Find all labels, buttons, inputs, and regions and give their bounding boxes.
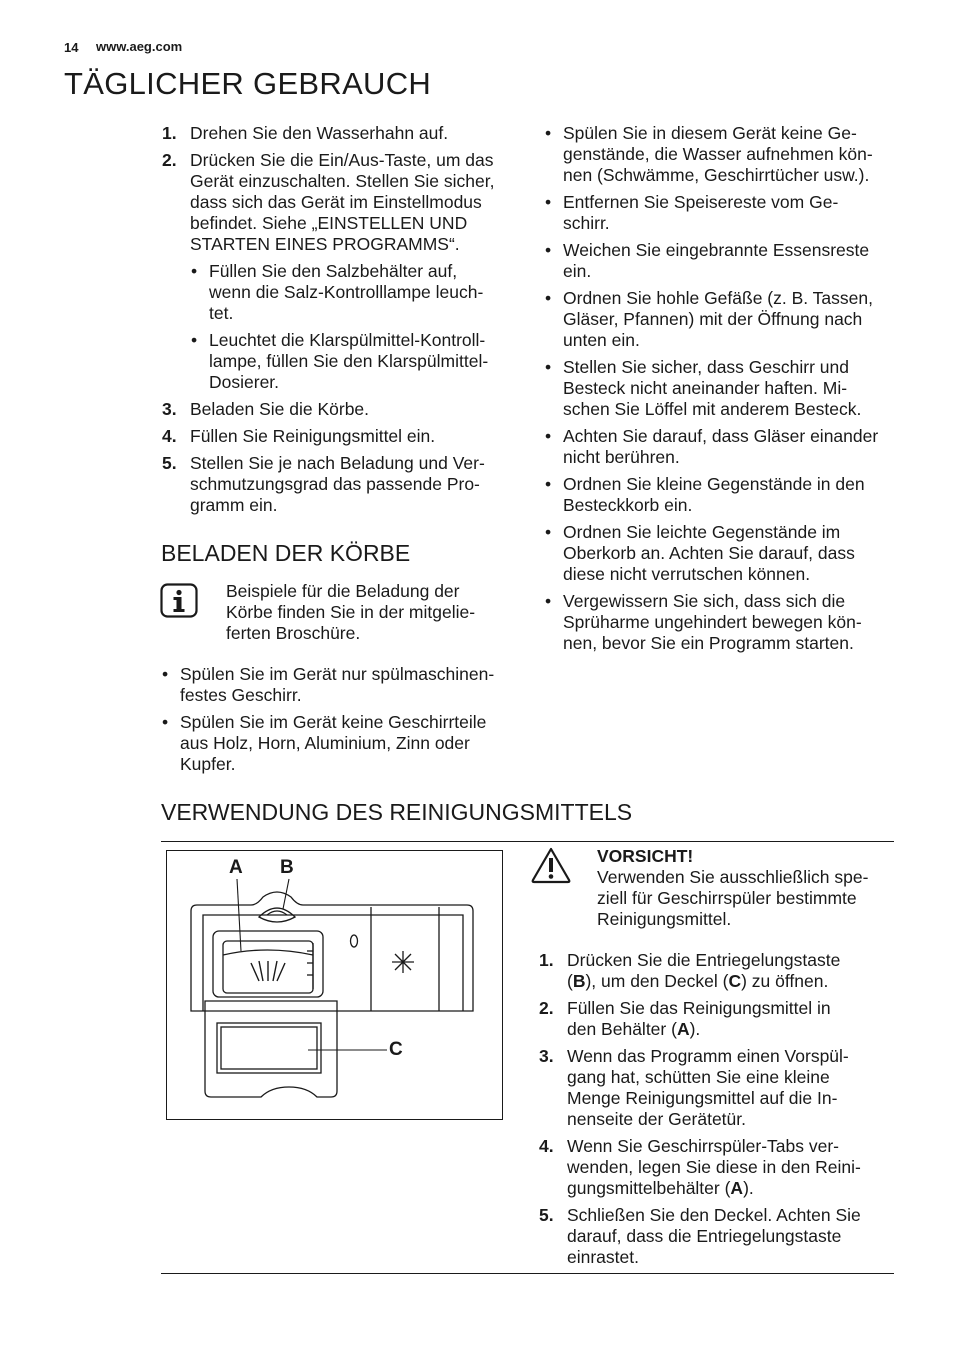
- section-divider-bottom: [161, 1273, 894, 1274]
- text-segment: A: [676, 1019, 690, 1039]
- text-line: Ordnen Sie leichte Gegenstände im: [563, 522, 841, 542]
- bullet-icon: •: [545, 192, 552, 212]
- bullet-icon: •: [545, 474, 552, 494]
- section-divider-top: [161, 841, 894, 842]
- bullet-icon: •: [545, 591, 552, 611]
- text-line: nen (Schwämme, Geschirrtücher usw.).: [563, 165, 870, 185]
- text-line: Weichen Sie eingebrannte Essensreste: [563, 240, 870, 260]
- bullet-icon: •: [545, 426, 552, 446]
- step-item: [162, 426, 520, 447]
- bullet-icon: •: [162, 712, 169, 732]
- text-line: [567, 1205, 887, 1226]
- text-segment: darauf, dass die Entriegelungstaste: [567, 1226, 842, 1246]
- text-line: lampe, füllen Sie den Klarspülmittel-: [209, 351, 489, 371]
- step-item: [162, 123, 520, 144]
- usage-steps: [162, 123, 520, 522]
- step-number: 4.: [162, 426, 177, 446]
- bullet-item: [545, 192, 903, 234]
- bullet-icon: •: [545, 240, 552, 260]
- text-line: [567, 1019, 887, 1040]
- text-segment: B: [572, 971, 586, 991]
- label-a: A: [229, 857, 243, 878]
- page-number: 14: [64, 40, 79, 55]
- text-line: tet.: [209, 303, 234, 323]
- step-item: [162, 453, 520, 516]
- bullet-icon: •: [545, 522, 552, 542]
- text-line: Reinigungsmittel.: [597, 909, 732, 929]
- bullet-item: [545, 522, 903, 585]
- step-item: [539, 998, 887, 1040]
- text-line: schirr.: [563, 213, 610, 233]
- loading-bullets-left: [162, 664, 520, 781]
- text-line: [567, 1046, 887, 1067]
- text-line: nen, bevor Sie ein Programm starten.: [563, 633, 854, 653]
- section-heading-loading: BELADEN DER KÖRBE: [161, 540, 411, 566]
- step-number: 2.: [162, 150, 177, 170]
- bullet-icon: •: [545, 357, 552, 377]
- step-number: 3.: [162, 399, 177, 419]
- text-segment: ), um den Deckel (: [585, 971, 729, 991]
- bullet-item: [545, 426, 903, 468]
- warning-box: [597, 846, 897, 930]
- text-line: [567, 998, 887, 1019]
- text-line: schmutzungsgrad das passende Pro-: [190, 474, 480, 494]
- bullet-item: [162, 664, 520, 706]
- text-segment: gungsmittelbehälter (: [567, 1178, 731, 1198]
- text-line: [567, 1109, 887, 1130]
- text-line: Stellen Sie sicher, dass Geschirr und: [563, 357, 849, 377]
- warning-title: VORSICHT!: [597, 846, 694, 866]
- website: www.aeg.com: [96, 39, 183, 54]
- text-line: Oberkorb an. Achten Sie darauf, dass: [563, 543, 855, 563]
- label-b: B: [280, 857, 294, 878]
- bullet-item: [545, 474, 903, 516]
- text-segment: A: [730, 1178, 744, 1198]
- text-segment: (: [567, 971, 573, 991]
- text-segment: Menge Reinigungsmittel auf die In-: [567, 1088, 838, 1108]
- text-segment: wenden, legen Sie diese in den Reini-: [567, 1157, 861, 1177]
- text-line: Körbe finden Sie in der mitgelie-: [226, 602, 476, 622]
- page-title: TÄGLICHER GEBRAUCH: [64, 66, 432, 101]
- sub-bullet-item: [191, 330, 520, 393]
- loading-bullets-right: [545, 123, 903, 660]
- text-line: Gerät einzuschalten. Stellen Sie sicher,: [190, 171, 495, 191]
- text-line: Beispiele für die Beladung der: [226, 581, 460, 601]
- step-number: 1.: [162, 123, 177, 143]
- info-icon: [160, 583, 200, 619]
- step-number: 3.: [539, 1046, 554, 1066]
- text-line: unten ein.: [563, 330, 640, 350]
- text-segment: nenseite der Gerätetür.: [567, 1109, 746, 1129]
- text-segment: Wenn Sie Geschirrspüler-Tabs ver-: [567, 1136, 839, 1156]
- step-item: [162, 150, 520, 255]
- text-line: [567, 971, 887, 992]
- step-number: 1.: [539, 950, 554, 970]
- text-line: [567, 1088, 887, 1109]
- detergent-steps: [539, 950, 887, 1274]
- detergent-dispenser-diagram: [166, 850, 503, 1120]
- text-segment: ).: [743, 1178, 754, 1198]
- step-number: 2.: [539, 998, 554, 1018]
- text-line: [567, 1226, 887, 1247]
- text-line: Verwenden Sie ausschließlich spe-: [597, 867, 869, 887]
- text-line: dass sich das Gerät im Einstellmodus: [190, 192, 482, 212]
- warning-icon: [530, 846, 572, 884]
- text-line: Drehen Sie den Wasserhahn auf.: [190, 123, 449, 143]
- text-line: Spülen Sie im Gerät keine Geschirrteile: [180, 712, 487, 732]
- text-line: Ordnen Sie kleine Gegenstände in den: [563, 474, 865, 494]
- bullet-item: [545, 591, 903, 654]
- text-line: Ordnen Sie hohle Gefäße (z. B. Tassen,: [563, 288, 873, 308]
- text-segment: Füllen Sie das Reinigungsmittel in: [567, 998, 831, 1018]
- text-line: STARTEN EINES PROGRAMMS“.: [190, 234, 460, 254]
- text-line: Füllen Sie Reinigungsmittel ein.: [190, 426, 436, 446]
- bullet-icon: •: [162, 664, 169, 684]
- step-item: [539, 950, 887, 992]
- text-line: Sprüharme ungehindert bewegen kön-: [563, 612, 862, 632]
- text-line: Stellen Sie je nach Beladung und Ver-: [190, 453, 485, 473]
- text-line: Dosierer.: [209, 372, 280, 392]
- info-note: [226, 581, 516, 644]
- text-line: Kupfer.: [180, 754, 236, 774]
- step-item: [162, 399, 520, 420]
- step-item: [539, 1046, 887, 1130]
- text-line: Achten Sie darauf, dass Gläser einander: [563, 426, 879, 446]
- bullet-item: [545, 240, 903, 282]
- text-line: ferten Broschüre.: [226, 623, 361, 643]
- text-line: Spülen Sie im Gerät nur spülmaschinen-: [180, 664, 495, 684]
- step-number: 5.: [539, 1205, 554, 1225]
- text-line: [567, 950, 887, 971]
- step-item: [539, 1136, 887, 1199]
- text-line: Gläser, Pfannen) mit der Öffnung nach: [563, 309, 863, 329]
- text-line: [567, 1067, 887, 1088]
- bullet-item: [545, 123, 903, 186]
- bullet-item: [545, 288, 903, 351]
- text-line: ein.: [563, 261, 592, 281]
- bullet-icon: •: [545, 288, 552, 308]
- text-line: diese nicht verrutschen können.: [563, 564, 811, 584]
- text-line: festes Geschirr.: [180, 685, 302, 705]
- text-segment: gang hat, schütten Sie eine kleine: [567, 1067, 830, 1087]
- text-line: ziell für Geschirrspüler bestimmte: [597, 888, 857, 908]
- step-number: 4.: [539, 1136, 554, 1156]
- bullet-icon: •: [191, 261, 198, 281]
- text-segment: ).: [689, 1019, 701, 1039]
- bullet-item: [545, 357, 903, 420]
- text-segment: einrastet.: [567, 1247, 639, 1267]
- text-line: befindet. Siehe „EINSTELLEN UND: [190, 213, 468, 233]
- step-item: [539, 1205, 887, 1268]
- text-line: Entfernen Sie Speisereste vom Ge-: [563, 192, 839, 212]
- text-line: Vergewissern Sie sich, dass sich die: [563, 591, 846, 611]
- text-line: Leuchtet die Klarspülmittel-Kontroll-: [209, 330, 486, 350]
- text-segment: den Behälter (: [567, 1019, 677, 1039]
- text-line: aus Holz, Horn, Aluminium, Zinn oder: [180, 733, 470, 753]
- text-line: genstände, die Wasser aufnehmen kön-: [563, 144, 873, 164]
- text-line: gramm ein.: [190, 495, 278, 515]
- text-segment: Wenn das Programm einen Vorspül-: [567, 1046, 849, 1066]
- text-line: wenn die Salz-Kontrolllampe leuch-: [209, 282, 484, 302]
- bullet-item: [162, 712, 520, 775]
- bullet-icon: •: [191, 330, 198, 350]
- sub-bullet-item: [191, 261, 520, 324]
- step-number: 5.: [162, 453, 177, 473]
- text-line: Beladen Sie die Körbe.: [190, 399, 370, 419]
- text-line: [567, 1136, 887, 1157]
- text-segment: C: [728, 971, 742, 991]
- text-line: [567, 1247, 887, 1268]
- section-heading-detergent: VERWENDUNG DES REINIGUNGSMITTELS: [161, 799, 633, 825]
- text-segment: ) zu öffnen.: [741, 971, 829, 991]
- text-segment: Drücken Sie die Entriegelungstaste: [567, 950, 841, 970]
- bullet-icon: •: [545, 123, 552, 143]
- text-segment: Schließen Sie den Deckel. Achten Sie: [567, 1205, 861, 1225]
- text-line: Füllen Sie den Salzbehälter auf,: [209, 261, 458, 281]
- text-line: [567, 1157, 887, 1178]
- text-line: nicht berühren.: [563, 447, 680, 467]
- text-line: schen Sie Löffel mit anderem Besteck.: [563, 399, 862, 419]
- text-line: Spülen Sie in diesem Gerät keine Ge-: [563, 123, 857, 143]
- text-line: Drücken Sie die Ein/Aus-Taste, um das: [190, 150, 494, 170]
- label-c: C: [389, 1039, 403, 1060]
- text-line: Besteck nicht aneinander haften. Mi-: [563, 378, 848, 398]
- text-line: Besteckkorb ein.: [563, 495, 693, 515]
- text-line: [567, 1178, 887, 1199]
